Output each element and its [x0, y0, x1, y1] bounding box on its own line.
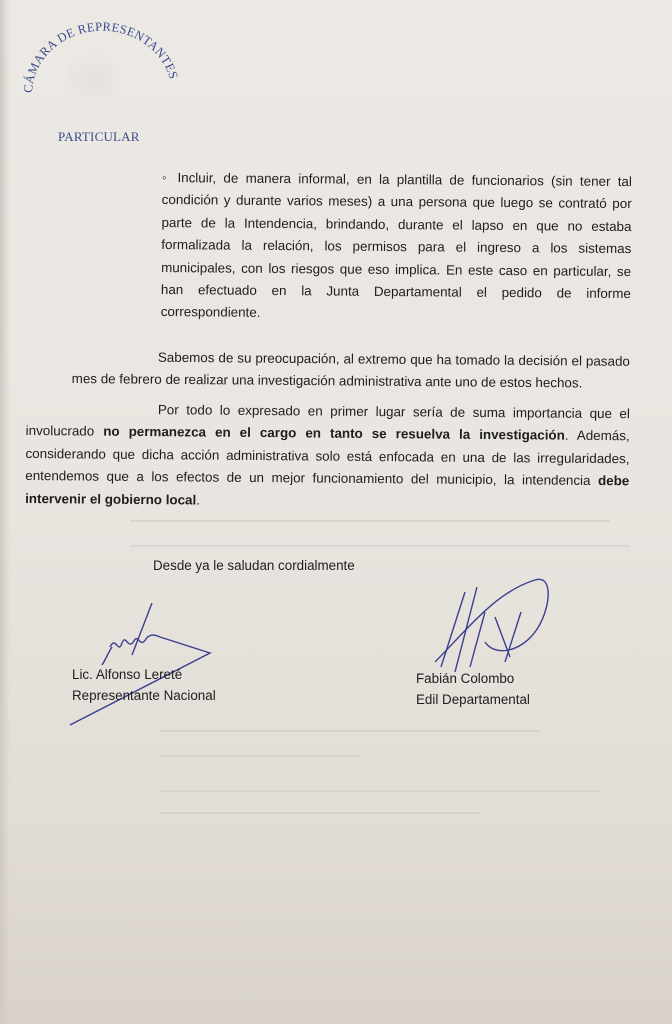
bleed-through-line [160, 755, 360, 757]
bleed-through-line [130, 545, 630, 547]
signatory-title: Representante Nacional [72, 688, 216, 703]
bold-text: debe intervenir el gobierno local [25, 473, 630, 508]
paragraph-request [25, 398, 630, 515]
bold-text: no permanezca en el cargo en tanto se resuelva la investigación [103, 424, 565, 444]
signatory-name: Lic. Alfonso Lereté [72, 667, 183, 682]
page-edge-shadow [0, 0, 10, 1024]
bleed-through-line [160, 812, 480, 814]
bullet-paragraph: ◦ Incluir, de manera informal, en la plantilla de funcionarios (sin tener tal condición y durante varios meses) a una persona que luego se contrató por parte de la Intendencia, brindando, durante el lapso en que no estaba formalizada la relación, los permisos para el ingreso a los sistemas municipales, con los riesgos que eso implica. En este caso en particular, se han efectuado en la Junta Departamental el pedido de informe correspondiente. [160, 169, 632, 321]
signatory-name: Fabián Colombo [416, 671, 515, 686]
paragraph-investigation: Sabemos de su preocupación, al extremo que ha tomado la decisión el pasado mes de febrero de realizar una investigación administrativa ante uno de estos hechos. [71, 349, 630, 391]
letterhead-label: PARTICULAR [58, 129, 140, 144]
bleed-through-line [160, 730, 540, 732]
closing-line: Desde ya le saludan cordialmente [153, 558, 355, 573]
text: . [196, 492, 201, 508]
signature-lerete [60, 595, 230, 730]
signatory-colombo [416, 668, 530, 710]
letterhead-arc [10, 8, 185, 118]
signatory-title: Edil Departamental [416, 692, 530, 707]
bleed-through-line [160, 790, 600, 792]
svg-text:CÁMARA DE REPRESENTANTES [21, 20, 181, 94]
text: . Además, considerando que dicha acción administrativa solo está enfocada en una de las irregularidades, entendemos que a los efectos de un mejor funcionamiento del municipio, la intendencia [25, 428, 630, 489]
text: Por todo lo expresado en primer lugar sería de suma importancia que el involucrado [25, 402, 630, 440]
bleed-through-line [130, 520, 610, 522]
signatory-lerete [72, 664, 216, 706]
institution-name: CÁMARA DE REPRESENTANTES [20, 19, 181, 94]
signature-colombo [425, 572, 560, 682]
